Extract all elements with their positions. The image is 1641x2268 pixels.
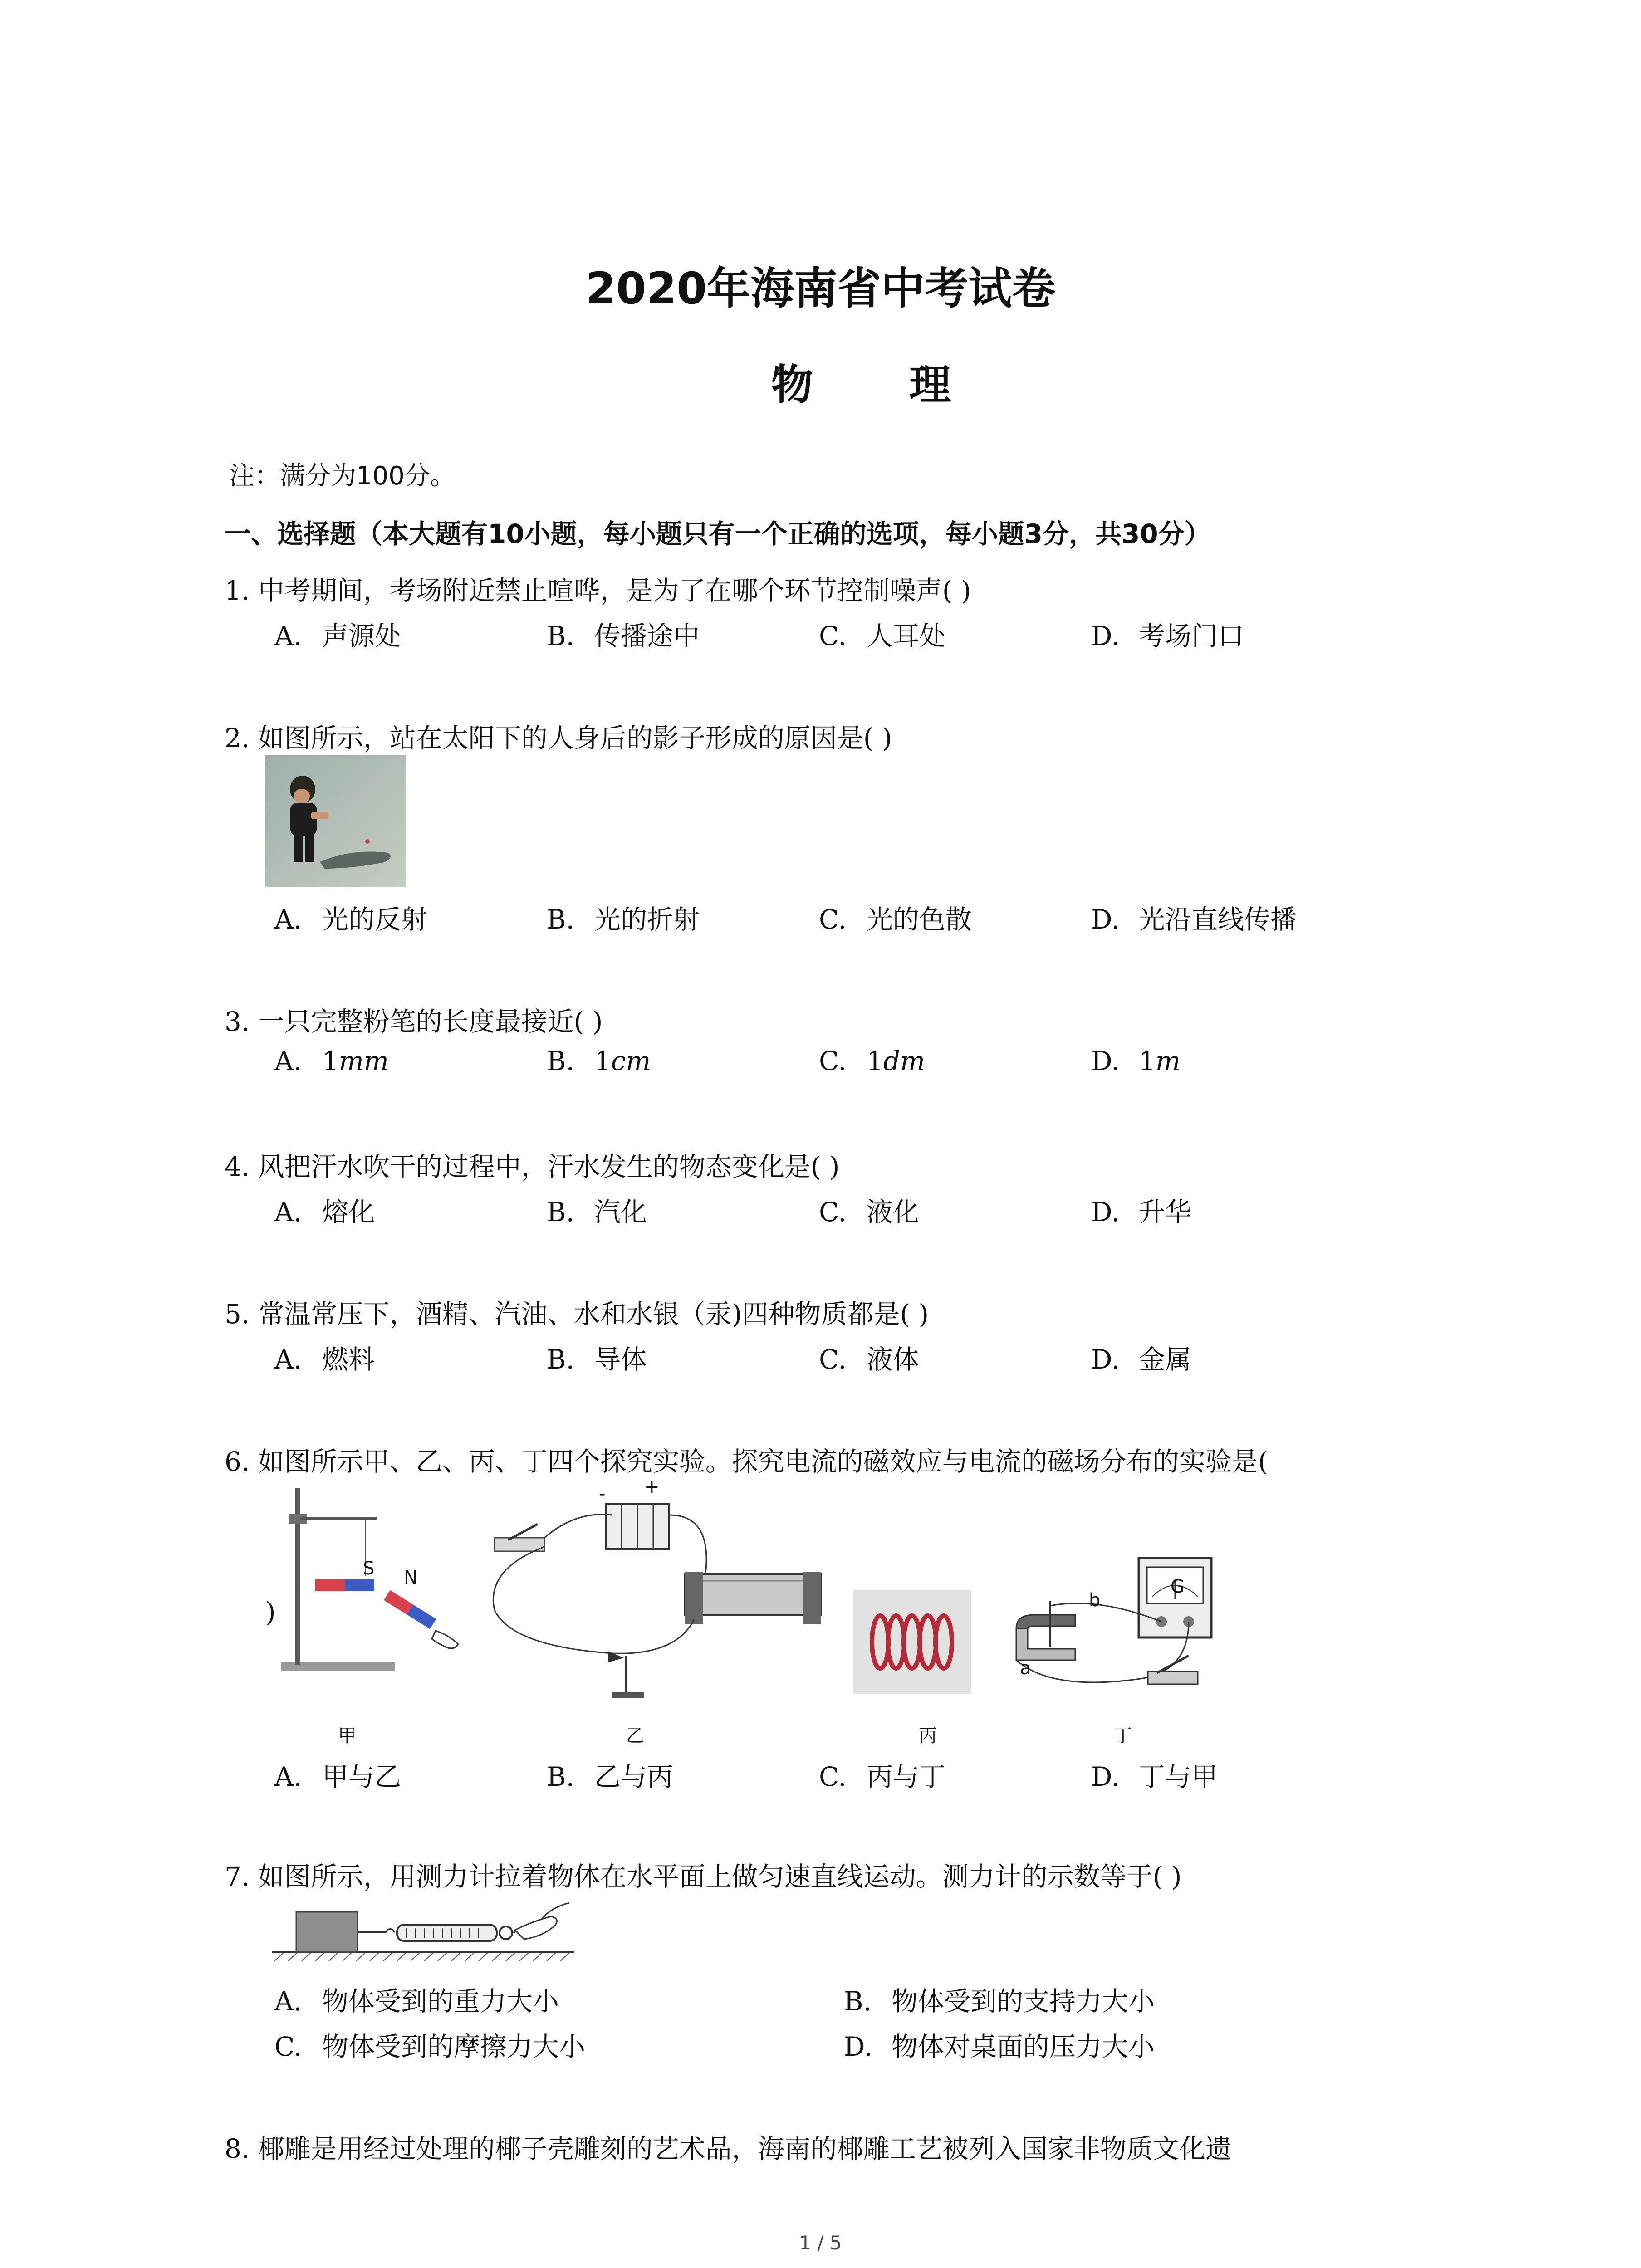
option-text: 汽化 [594,1197,647,1227]
figure-bing-coil-photo [853,1590,971,1694]
figure-yi-circuit [476,1483,839,1715]
figure-label-yi: 乙 [626,1725,644,1746]
option-text: 甲与乙 [322,1761,402,1792]
option-letter: B. [547,1046,575,1076]
option-text: 导体 [594,1344,647,1375]
figure-ding-galvanometer [1007,1556,1220,1706]
galvo-label-g: G [1171,1576,1185,1597]
question-1-stem: 1. 中考期间，考场附近禁止喧哗，是为了在哪个环节控制噪声( ) [225,575,971,606]
option-text: 物体对桌面的压力大小 [892,2031,1155,2062]
option-letter: C. [819,621,847,651]
option-text: 传播途中 [594,621,700,651]
option-number: 1 [594,1046,611,1076]
option-letter: D. [1091,904,1120,935]
section-heading: 一、选择题（本大题有10小题，每小题只有一个正确的选项，每小题3分，共30分） [225,518,1211,549]
option-text: 考场门口 [1139,621,1244,651]
option-letter: C. [819,1197,847,1227]
q5-option-d[interactable] [1091,1338,1191,1376]
page-title: 2020年海南省中考试卷 [585,263,1056,314]
q7-option-d[interactable] [844,2025,1155,2063]
question-2-stem: 2. 如图所示，站在太阳下的人身后的影子形成的原因是( ) [225,723,892,753]
option-letter: C. [819,1344,847,1375]
page-number: 1 / 5 [799,2232,842,2254]
shadow-photo [265,755,406,887]
magnet-label-s: S [363,1558,375,1579]
q4-option-c[interactable] [819,1191,919,1229]
q3-option-a[interactable] [274,1046,389,1076]
option-text: 声源处 [322,621,402,651]
figure-label-bing: 丙 [919,1725,937,1746]
option-text: 丙与丁 [867,1761,946,1792]
option-letter: D. [1091,621,1120,651]
q4-option-d[interactable] [1091,1191,1191,1229]
option-text: 液体 [867,1344,920,1375]
option-letter: D. [844,2031,872,2062]
option-text: 燃料 [322,1344,375,1375]
option-unit: m [1155,1046,1181,1076]
question-6-stem-cont: ) [265,1597,276,1628]
option-text: 光的色散 [867,904,972,935]
q6-option-c[interactable] [819,1755,945,1794]
question-6-stem: 6. 如图所示甲、乙、丙、丁四个探究实验。探究电流的磁效应与电流的磁场分布的实验是( [225,1446,1269,1477]
option-letter: B. [547,904,575,935]
option-letter: C. [819,1761,847,1792]
q5-option-a[interactable] [274,1338,375,1376]
option-text: 熔化 [322,1197,375,1227]
question-3-stem: 3. 一只完整粉笔的长度最接近( ) [225,1006,603,1037]
q1-option-c[interactable] [819,615,945,653]
option-letter: B. [844,1986,872,2017]
score-note: 注：满分为100分。 [229,461,456,491]
option-text: 乙与丙 [594,1761,674,1792]
option-letter: A. [274,1986,302,2017]
figure-jia-magnet-stand [272,1486,476,1685]
option-letter: D. [1091,1761,1120,1792]
option-unit: cm [611,1046,651,1076]
option-letter: B. [547,1761,575,1792]
q6-option-b[interactable] [547,1755,673,1794]
option-letter: C. [819,1046,847,1076]
option-letter: C. [819,904,847,935]
option-letter: A. [274,1761,302,1792]
subject-title: 物 理 [771,361,992,409]
option-letter: D. [1091,1197,1120,1227]
option-letter: D. [1091,1344,1120,1375]
q1-option-a[interactable] [274,615,401,653]
option-letter: A. [274,621,302,651]
q3-option-d[interactable] [1091,1046,1181,1076]
option-letter: C. [274,2031,302,2062]
option-unit: mm [338,1046,389,1076]
galvo-label-a: a [1020,1658,1031,1679]
figure-label-jia: 甲 [338,1725,356,1746]
option-text: 光的反射 [322,904,428,935]
option-letter: B. [547,621,575,651]
option-text: 光沿直线传播 [1139,904,1297,935]
option-letter: A. [274,1344,302,1375]
option-text: 光的折射 [594,904,700,935]
question-8-stem: 8. 椰雕是用经过处理的椰子壳雕刻的艺术品，海南的椰雕工艺被列入国家非物质文化遗 [225,2133,1232,2164]
option-letter: D. [1091,1046,1120,1076]
question-5-stem: 5. 常温常压下，酒精、汽油、水和水银（汞)四种物质都是( ) [225,1299,929,1330]
q1-option-d[interactable] [1091,615,1244,653]
q3-option-b[interactable] [547,1046,651,1076]
q7-option-c[interactable] [274,2025,585,2063]
option-text: 金属 [1139,1344,1192,1375]
option-number: 1 [867,1046,883,1076]
q4-option-a[interactable] [274,1191,375,1229]
q2-option-c[interactable] [819,898,972,936]
figure-label-ding: 丁 [1114,1725,1132,1746]
q5-option-b[interactable] [547,1338,647,1376]
q2-option-a[interactable] [274,898,427,936]
q4-option-b[interactable] [547,1191,647,1229]
q2-option-d[interactable] [1091,898,1297,936]
q3-option-c[interactable] [819,1046,925,1076]
galvo-label-b: b [1089,1590,1101,1611]
option-text: 人耳处 [867,621,946,651]
option-text: 物体受到的支持力大小 [892,1986,1155,2017]
option-letter: B. [547,1344,575,1375]
spring-scale-figure [270,1894,578,1969]
option-letter: A. [274,904,302,935]
battery-minus: - [599,1483,606,1504]
option-letter: B. [547,1197,575,1227]
option-letter: A. [274,1197,302,1227]
q6-option-d[interactable] [1091,1755,1218,1794]
option-letter: A. [274,1046,302,1076]
q5-option-c[interactable] [819,1338,919,1376]
q6-option-a[interactable] [274,1755,401,1794]
q2-option-b[interactable] [547,898,700,936]
q7-option-a[interactable] [274,1980,559,2018]
option-text: 物体受到的摩擦力大小 [322,2031,586,2062]
magnet-label-n: N [404,1567,417,1588]
option-number: 1 [322,1046,339,1076]
option-unit: dm [883,1046,926,1076]
q7-option-b[interactable] [844,1980,1155,2018]
option-text: 丁与甲 [1139,1761,1218,1792]
option-text: 升华 [1139,1197,1192,1227]
question-7-stem: 7. 如图所示，用测力计拉着物体在水平面上做匀速直线运动。测力计的示数等于( ) [225,1861,1182,1892]
option-text: 物体受到的重力大小 [322,1986,559,2017]
option-text: 液化 [867,1197,920,1227]
q1-option-b[interactable] [547,615,700,653]
battery-plus: + [644,1476,660,1497]
option-number: 1 [1139,1046,1156,1076]
question-4-stem: 4. 风把汗水吹干的过程中，汗水发生的物态变化是( ) [225,1151,840,1182]
